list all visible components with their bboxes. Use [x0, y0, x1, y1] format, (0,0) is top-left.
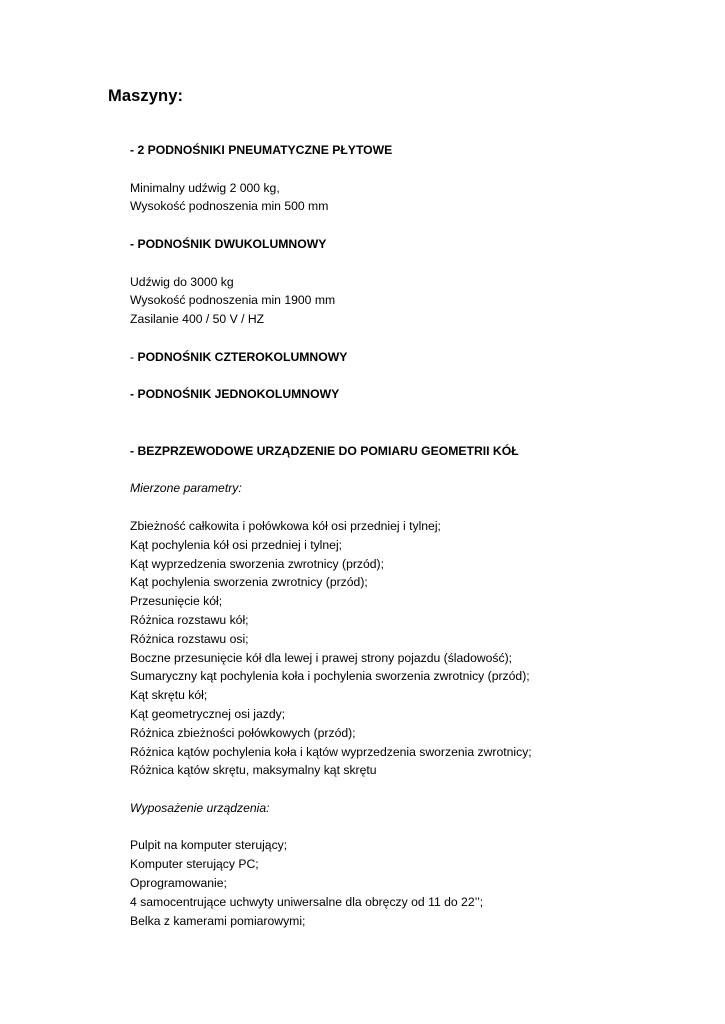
list-item: Różnica kątów pochylenia koła i kątów wyprzedzenia sworzenia zwrotnicy;: [130, 744, 532, 759]
heading-text: PODNOŚNIK CZTEROKOLUMNOWY: [137, 349, 348, 364]
list-item: Sumaryczny kąt pochylenia koła i pochylenia sworzenia zwrotnicy (przód);: [130, 669, 530, 684]
section-heading-two-post-lift: - PODNOŚNIK DWUKOLUMNOWY: [130, 236, 327, 251]
list-item: Kąt pochylenia kół osi przedniej i tylnej;: [130, 537, 343, 552]
spec-line: Udźwig do 3000 kg: [130, 274, 234, 289]
params-label: Mierzone parametry:: [130, 481, 242, 496]
section-heading-single-post-lift: - PODNOŚNIK JEDNOKOLUMNOWY: [130, 387, 340, 402]
list-item: Belka z kamerami pomiarowymi;: [130, 913, 306, 928]
spec-line: Wysokość podnoszenia min 1900 mm: [130, 293, 336, 308]
list-item: Kąt geometrycznej osi jazdy;: [130, 706, 286, 721]
list-item: Boczne przesunięcie kół dla lewej i prawej strony pojazdu (śladowość);: [130, 650, 513, 665]
spec-line: Zasilanie 400 / 50 V / HZ: [130, 312, 265, 327]
section-heading-wheel-alignment: - BEZPRZEWODOWE URZĄDZENIE DO POMIARU GEOMETRII KÓŁ: [130, 443, 519, 458]
list-item: Różnica rozstawu osi;: [130, 631, 249, 646]
list-item: Przesunięcie kół;: [130, 594, 223, 609]
equipment-list: [130, 836, 690, 930]
spec-line: Wysokość podnoszenia min 500 mm: [130, 199, 329, 214]
list-item: Zbieżność całkowita i połówkowa kół osi przedniej i tylnej;: [130, 518, 441, 533]
page-title: Maszyny:: [108, 87, 184, 105]
section-heading-pneumatic-lifts: - 2 PODNOŚNIKI PNEUMATYCZNE PŁYTOWE: [130, 143, 393, 157]
spec-line: Minimalny udźwig 2 000 kg,: [130, 180, 280, 195]
list-item: Różnica rozstawu kół;: [130, 612, 249, 627]
list-item: Komputer sterujący PC;: [130, 857, 259, 872]
heading-dash: -: [130, 349, 138, 364]
params-list: [130, 517, 690, 780]
list-item: Oprogramowanie;: [130, 876, 227, 891]
list-item: Różnica zbieżności połówkowych (przód);: [130, 725, 356, 740]
list-item: Kąt skrętu kół;: [130, 688, 208, 703]
list-item: Kąt pochylenia sworzenia zwrotnicy (przód);: [130, 575, 368, 590]
list-item: Pulpit na komputer sterujący;: [130, 838, 288, 853]
equipment-label: Wyposażenie urządzenia:: [130, 800, 270, 815]
list-item: 4 samocentrujące uchwyty uniwersalne dla obręczy od 11 do 22’’;: [130, 894, 484, 909]
document-body: [130, 141, 690, 930]
list-item: Różnica kątów skrętu, maksymalny kąt skrętu: [130, 763, 377, 778]
list-item: Kąt wyprzedzenia sworzenia zwrotnicy (przód);: [130, 556, 385, 571]
section-heading-four-post-lift: [130, 348, 690, 367]
